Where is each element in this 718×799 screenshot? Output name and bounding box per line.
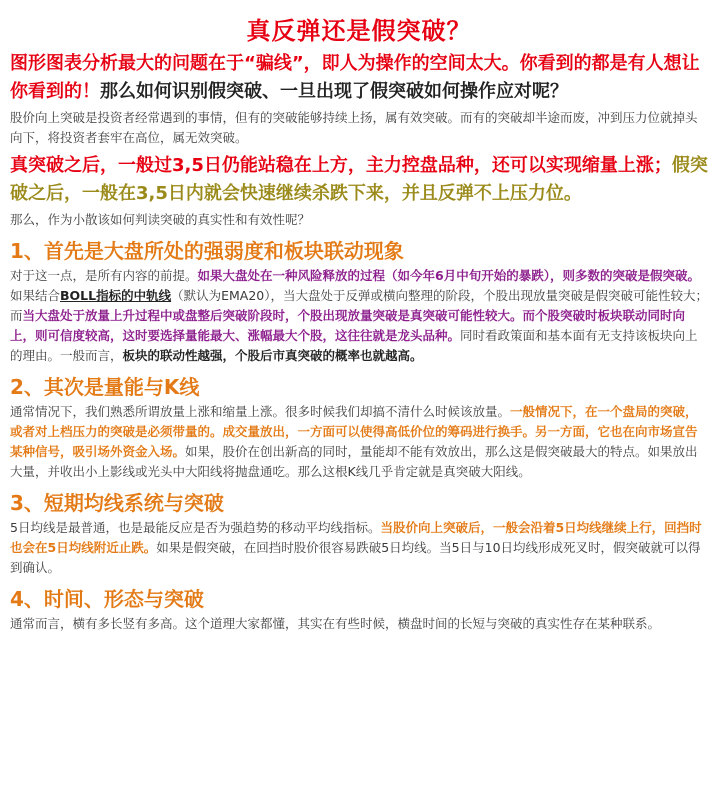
- section-2-heading: 2、其次是量能与K线: [10, 375, 200, 399]
- key-olive-text: 假突破之后，一般在3,5日内就会快速继续杀跌下来，并且反弹不上压力位。: [10, 155, 708, 204]
- section-3-body: [10, 518, 708, 578]
- section-1-body: [10, 266, 708, 366]
- s2-text-3: 如果，股价在创出新高的同时，量能却不能有效放出，那么这是假突破最大的特点。如果放出大量，并收出小上影线或光头中大阳线将抛盘通吃。那么这根K线几乎肯定就是真突破大阳线。: [10, 444, 698, 479]
- s1-text-8: 同时看政策面和基本面有无支持该板块向上的理由。一般而言，: [10, 328, 698, 363]
- section-4-heading: 4、时间、形态与突破: [10, 587, 204, 611]
- lead-paragraph: [10, 50, 708, 106]
- page-title: 真反弹还是假突破？: [246, 17, 472, 45]
- question-paragraph: 那么，作为小散该如何判读突破的真实性和有效性呢？: [10, 212, 311, 227]
- lead-dark-text: 那么如何识别假突破、一旦出现了假突破如何操作应对呢？: [100, 81, 568, 102]
- key-red-text: 真突破之后，一般过3,5日仍能站稳在上方，主力控盘品种，还可以实现缩量上涨；: [10, 155, 672, 176]
- s3-text-2: 当股价向上突破后，一般会沿着5日均线继续上行，回挡时也会在5日均线附近止跌。: [10, 520, 702, 555]
- lead-red-text: 图形图表分析最大的问题在于“骗线”，即人为操作的空间太大。你看到的都是有人想让你看到的！: [10, 53, 700, 102]
- s1-text-1: 对于这一点，是所有内容的前提。: [10, 268, 198, 283]
- s1-text-2: 如果大盘处在一种风险释放的过程（如今年6月中旬开始的暴跌），则多数的突破是假突破。: [197, 268, 700, 283]
- s1-text-7: 而个股突破时板块联动同时向上，则可信度较高，这时要选择量能最大、涨幅最大个股，这往往就是龙头品种。: [10, 308, 686, 343]
- s1-text-6: 当大盘处于放量上升过程中或盘整后突破阶段时，个股出现放量突破是真突破可能性较大。: [22, 308, 523, 323]
- section-3-heading: 3、短期均线系统与突破: [10, 491, 224, 515]
- section-4-body: [10, 614, 708, 634]
- section-1-heading: 1、首先是大盘所处的强弱度和板块联动现象: [10, 239, 404, 263]
- s1-text-5: （默认为EMA20），当大盘处于反弹或横向整理的阶段，个股出现放量突破是假突破可能性较大；而: [10, 288, 709, 323]
- s1-text-9: 板块的联动性越强，个股后市真突破的概率也就越高。: [122, 348, 423, 363]
- key-paragraph: [10, 152, 708, 208]
- article: [0, 16, 718, 799]
- s3-text-3: 如果是假突破，在回挡时股价很容易跌破5日均线。当5日与10日均线形成死叉时，假突破就可以得到确认。: [10, 540, 701, 575]
- s1-text-3: 如果结合: [10, 288, 61, 303]
- intro-paragraph: 股价向上突破是投资者经常遇到的事情，但有的突破能够持续上扬，属有效突破。而有的突破却半途而废，冲到压力位就掉头向下，将投资者套牢在高位，属无效突破。: [10, 110, 698, 145]
- section-2-body: [10, 402, 708, 482]
- s2-text-2: 一般情况下，在一个盘局的突破，或者对上档压力的突破是必须带量的。成交量放出，一方面可以使得高低价位的筹码进行换手。另一方面，它也在向市场宣告某种信号，吸引场外资金入场。: [10, 404, 698, 459]
- s3-text-1: 5日均线是最普通，也是最能反应是否为强趋势的移动平均线指标。: [10, 520, 381, 535]
- s2-text-1: 通常情况下，我们熟悉所谓放量上涨和缩量上涨。很多时候我们却搞不清什么时候该放量。: [10, 404, 511, 419]
- boll-link[interactable]: BOLL指标的中轨线: [60, 288, 172, 303]
- s4-text-1: 通常而言，横有多长竖有多高。这个道理大家都懂，其实在有些时候，横盘时间的长短与突破的真实性存在某种联系。: [10, 616, 661, 631]
